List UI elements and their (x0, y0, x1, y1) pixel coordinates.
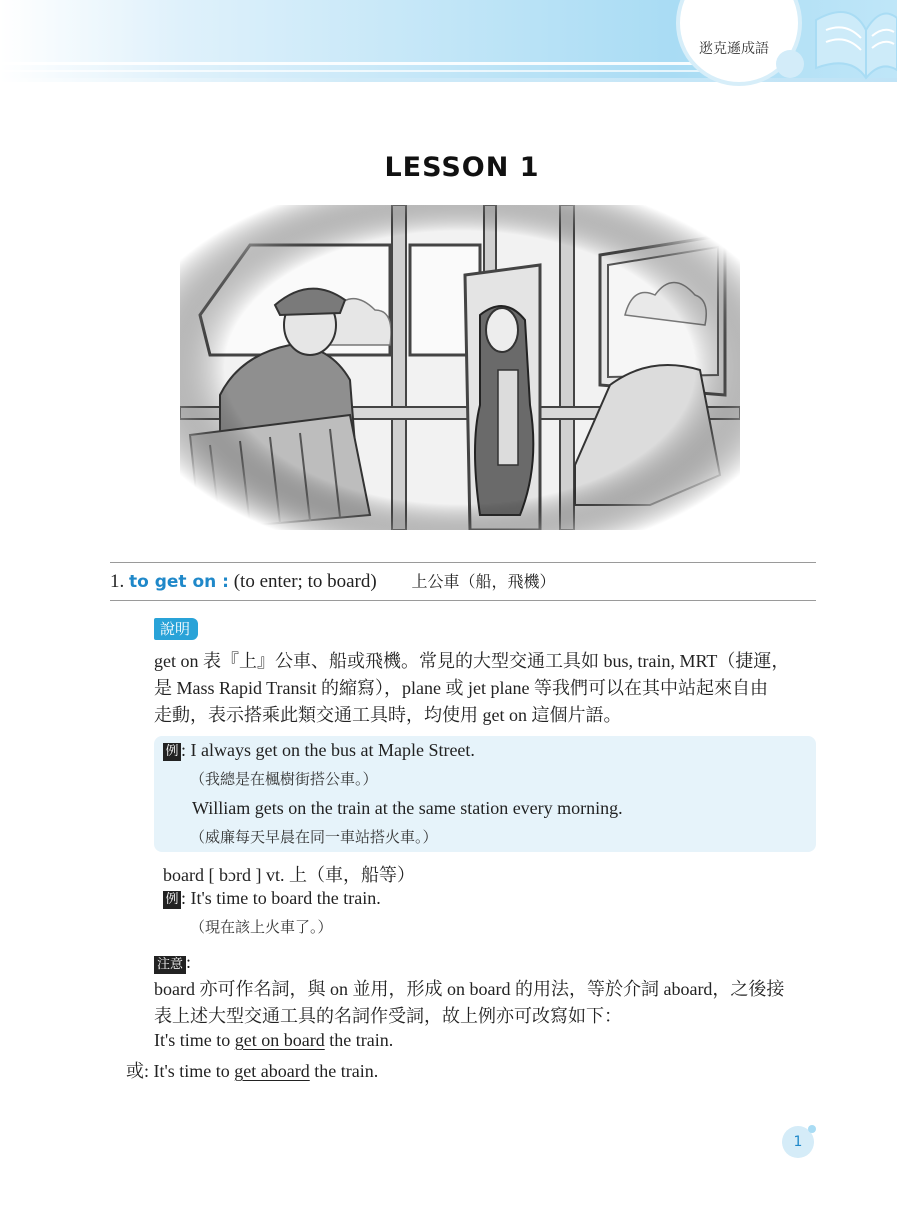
rewrite-text: It's time to (153, 1061, 235, 1081)
example-translation: （威廉每天早晨在同一車站搭火車。） (190, 828, 438, 846)
example-mark: 例 (163, 743, 181, 761)
example-translation: （我總是在楓樹街搭公車。） (190, 770, 378, 788)
header-stripe (0, 62, 780, 65)
board-example-translation: （現在該上火車了。） (190, 918, 333, 936)
rewrite-sentence-alt (126, 1057, 378, 1083)
board-example (163, 888, 381, 909)
explanation-line: 是 Mass Rapid Transit 的縮寫），plane 或 jet plane 等我們可以在其中站起來自由 (154, 678, 768, 698)
example-sentence (163, 740, 475, 761)
example-text: : I always get on the bus at Maple Street. (181, 740, 475, 760)
explanation-line: 走動，表示搭乘此類交通工具時，均使用 get on 這個片語。 (154, 705, 622, 725)
rewrite-underlined: get on board (234, 1030, 325, 1050)
rewrite-text: It's time to (154, 1030, 235, 1050)
rewrite-text: the train. (324, 1030, 394, 1050)
top-rule (110, 562, 816, 563)
rewrite-lead: 或: (126, 1061, 154, 1081)
bus-illustration (180, 205, 740, 530)
example-sentence: William gets on the train at the same station every morning. (192, 798, 623, 818)
board-example-text: : It's time to board the train. (181, 888, 381, 908)
entry-number: 1. (110, 571, 125, 592)
note-line: 表上述大型交通工具的名詞作受詞，故上例亦可改寫如下： (154, 1006, 622, 1026)
rewrite-sentence (154, 1030, 393, 1051)
entry-translation: 上公車（船，飛機） (411, 572, 556, 591)
explanation-text (154, 648, 816, 729)
example-mark: 例 (163, 891, 181, 909)
header-stripe (0, 70, 780, 72)
note-text (154, 976, 816, 1030)
explanation-label: 說明 (154, 618, 198, 640)
entry-phrase: to get on : (129, 572, 229, 592)
note-label: 注意 (154, 956, 186, 974)
board-entry: board [ bɔrd ] vt. 上（車，船等） (163, 865, 415, 885)
rewrite-text: the train. (309, 1061, 379, 1081)
note-colon: : (186, 952, 192, 972)
explanation-line: get on 表『上』公車、船或飛機。常見的大型交通工具如 bus, train, MRT（捷運， (154, 651, 790, 671)
note-line: board 亦可作名詞，與 on 並用，形成 on board 的用法，等於介詞 aboard，之後接 (154, 979, 785, 999)
page-number: 1 (782, 1126, 814, 1158)
bottom-rule (110, 600, 816, 601)
rewrite-underlined: get aboard (234, 1061, 310, 1081)
note-heading (154, 952, 191, 974)
entry-definition: (to enter; to board) (233, 571, 377, 592)
entry-heading (110, 569, 555, 593)
running-head: 逖克遜成語 (699, 41, 769, 57)
lesson-title: LESSON 1 (384, 152, 540, 183)
page-number-dot (808, 1125, 816, 1133)
book-icon (806, 0, 897, 84)
